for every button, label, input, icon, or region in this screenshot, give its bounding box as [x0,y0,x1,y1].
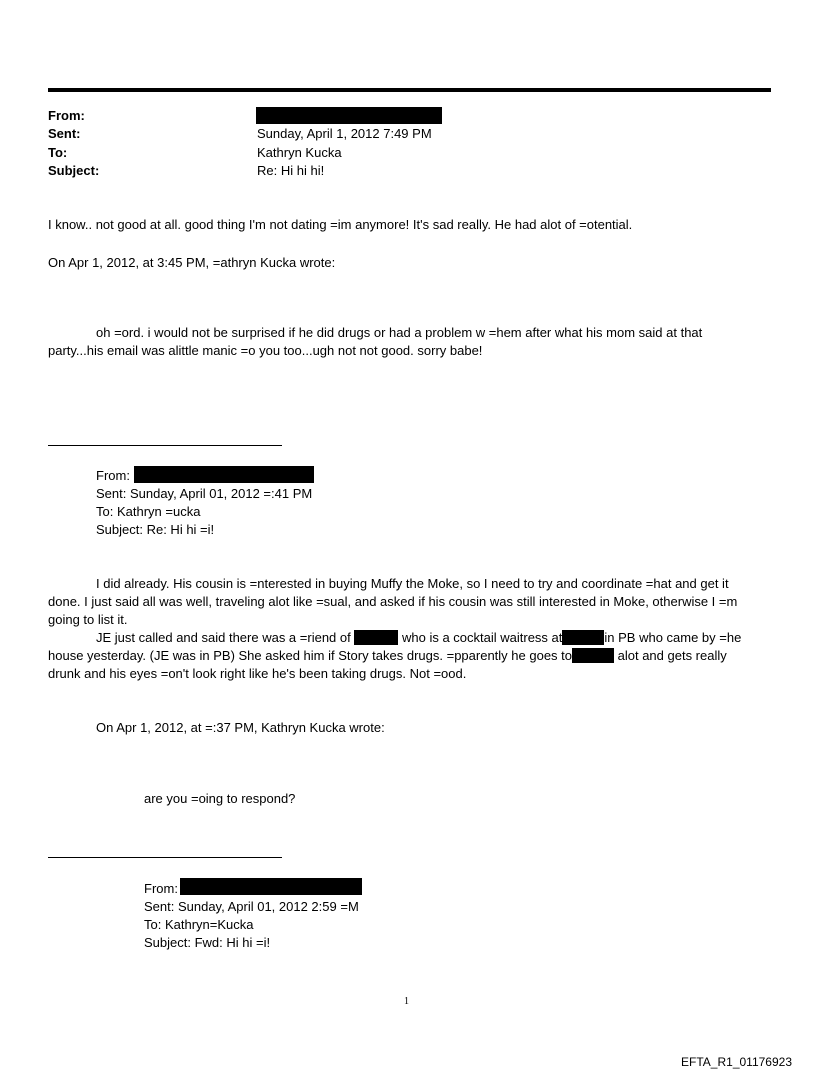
redacted-fwd2-from [180,878,362,895]
p3-line-2 [48,647,727,664]
p3-line-1-b: who is a cocktail waitress at [401,630,563,645]
fwd2-to: To: Kathryn=Kucka [144,917,254,932]
body-line-1: I know.. not good at all. good thing I'm not dating =im anymore! It's sad really. He had alot of =otential. [48,217,633,232]
quote2-line: are you =oing to respond? [144,791,296,806]
quote1-line-1: oh =ord. i would not be surprised if he did drugs or had a problem w =hem after what his mom said at that [96,325,703,340]
fwd1-from: From: [96,468,130,483]
p3-line-1 [96,629,741,646]
fwd1-to: To: Kathryn =ucka [96,504,201,519]
document-id: EFTA_R1_01176923 [681,1055,792,1069]
subject-value: Re: Hi hi hi! [257,163,325,178]
from-label: From: [48,108,85,123]
fwd2-sent: Sent: Sunday, April 01, 2012 2:59 =M [144,899,359,914]
p3-line-2-a: house yesterday. (JE was in PB) She asked him if Story takes drugs. =pparently he goes to [48,648,572,663]
p3-line-3: drunk and his eyes =on't look right like he's been taking drugs. Not =ood. [48,666,467,681]
redacted-place-1 [562,630,604,645]
quote1-intro: On Apr 1, 2012, at 3:45 PM, =athryn Kucka wrote: [48,255,336,270]
p3-line-1-c: in PB who came by =he [604,630,742,645]
p2-line-2: done. I just said all was well, traveling alot like =sual, and asked if his cousin was still interested in Moke, otherwise I =m [48,594,738,609]
p3-line-1-a: JE just called and said there was a =riend of [96,630,351,645]
quote1-line-2: party...his email was alittle manic =o you too...ugh not not good. sorry babe! [48,343,483,358]
fwd2-subject: Subject: Fwd: Hi hi =i! [144,935,271,950]
top-rule [48,88,771,92]
page-number: 1 [404,996,409,1007]
to-value: Kathryn Kucka [257,145,342,160]
separator-2 [48,857,282,858]
separator-1 [48,445,282,446]
sent-label: Sent: [48,126,81,141]
p3-line-2-b: alot and gets really [617,648,727,663]
fwd2-from: From: [144,881,178,896]
fwd1-subject: Subject: Re: Hi hi =i! [96,522,215,537]
subject-label: Subject: [48,163,100,178]
to-label: To: [48,145,68,160]
redacted-from [256,107,442,124]
p2-line-3: going to list it. [48,612,128,627]
redacted-name-1 [354,630,398,645]
fwd1-sent: Sent: Sunday, April 01, 2012 =:41 PM [96,486,313,501]
redacted-fwd1-from [134,466,314,483]
p2-line-1: I did already. His cousin is =nterested in buying Muffy the Moke, so I need to try and coordinate =hat and get it [96,576,729,591]
quote2-intro: On Apr 1, 2012, at =:37 PM, Kathryn Kucka wrote: [96,720,385,735]
redacted-place-2 [572,648,614,663]
sent-value: Sunday, April 1, 2012 7:49 PM [257,126,432,141]
